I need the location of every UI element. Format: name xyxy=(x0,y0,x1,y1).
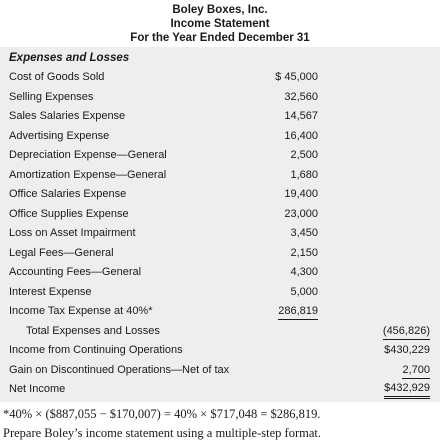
table-row xyxy=(0,68,440,87)
table-row xyxy=(0,127,440,146)
line-item-label: Advertising Expense xyxy=(9,129,110,142)
line-item-amount: 14,567 xyxy=(284,110,318,122)
line-item-label: Depreciation Expense—General xyxy=(9,149,167,161)
line-item-amount: 32,560 xyxy=(284,90,318,103)
line-item-amount: 2,500 xyxy=(290,149,318,161)
total-row xyxy=(0,361,440,380)
table-row xyxy=(0,263,440,282)
income-statement-table xyxy=(0,47,440,402)
instruction-text: Prepare Boley’s income statement using a multiple-step format. xyxy=(3,426,321,440)
line-item-label: Office Supplies Expense xyxy=(9,207,129,220)
line-item-label: Loss on Asset Impairment xyxy=(9,227,136,239)
line-item-label: Sales Salaries Expense xyxy=(9,110,126,122)
line-item-label: Office Salaries Expense xyxy=(9,188,127,200)
line-item-amount: 19,400 xyxy=(284,188,318,200)
table-row xyxy=(0,185,440,204)
line-item-amount: 2,150 xyxy=(290,246,318,259)
line-item-label: Selling Expenses xyxy=(9,90,94,103)
total-label: Total Expenses and Losses xyxy=(26,324,160,337)
total-amount: (456,826) xyxy=(383,324,430,340)
line-item-amount: 23,000 xyxy=(284,207,318,220)
table-row xyxy=(0,205,440,224)
table-row xyxy=(0,302,440,321)
table-row xyxy=(0,146,440,165)
table-row xyxy=(0,107,440,126)
line-item-amount: 4,300 xyxy=(290,266,318,278)
line-item-amount: 286,819 xyxy=(278,304,318,320)
total-amount: $432,929 xyxy=(384,381,430,399)
line-item-label: Cost of Goods Sold xyxy=(9,71,105,83)
line-item-label: Amortization Expense—General xyxy=(9,168,167,181)
table-row xyxy=(0,166,440,185)
line-item-label: Income Tax Expense at 40%* xyxy=(9,305,153,317)
total-label: Income from Continuing Operations xyxy=(9,344,183,356)
total-amount: 2,700 xyxy=(402,363,430,379)
line-item-amount: 3,450 xyxy=(290,227,318,239)
table-row xyxy=(0,224,440,243)
line-item-amount: 5,000 xyxy=(290,285,318,298)
section-title: Expenses and Losses xyxy=(9,52,130,64)
line-item-amount: 16,400 xyxy=(284,129,318,142)
total-amount: $430,229 xyxy=(384,344,430,356)
total-label: Net Income xyxy=(9,383,66,395)
total-row xyxy=(0,341,440,360)
line-item-amount: 1,680 xyxy=(290,168,318,181)
statement-title: Income Statement xyxy=(170,18,270,30)
total-row xyxy=(0,322,440,341)
tax-footnote: *40% × ($887,055 − $170,007) = 40% × $717,048 = $286,819. xyxy=(3,407,321,421)
table-row xyxy=(0,283,440,302)
line-item-label: Interest Expense xyxy=(9,285,92,298)
table-row xyxy=(0,244,440,263)
line-item-label: Legal Fees—General xyxy=(9,246,114,259)
section-heading-row xyxy=(0,49,440,68)
line-item-label: Accounting Fees—General xyxy=(9,266,142,278)
total-row xyxy=(0,380,440,399)
total-label: Gain on Discontinued Operations—Net of tax xyxy=(9,363,230,376)
table-row xyxy=(0,88,440,107)
line-item-amount: $ 45,000 xyxy=(275,71,318,83)
statement-period: For the Year Ended December 31 xyxy=(130,32,310,44)
company-name: Boley Boxes, Inc. xyxy=(172,4,268,16)
